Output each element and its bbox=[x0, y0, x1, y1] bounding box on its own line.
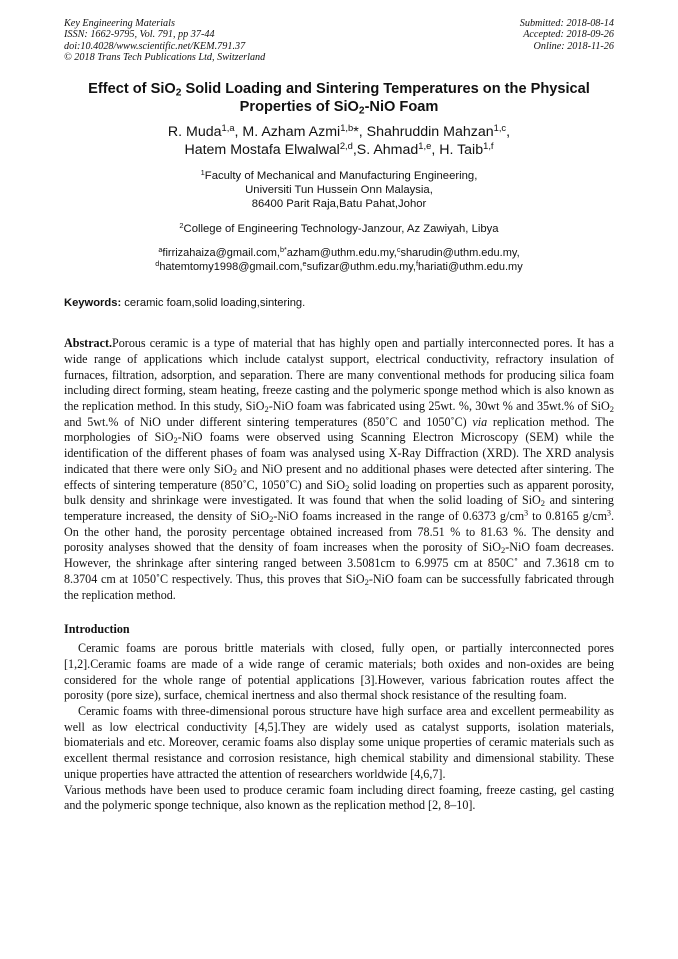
intro-paragraph-3: Various methods have been used to produce ceramic foam including direct foaming, freeze casting, gel casting and the polymeric sponge technique, also known as the replication method [2, 8–10]. bbox=[64, 782, 614, 813]
email-b: azham@uthm.edu.my, bbox=[286, 247, 397, 260]
accepted-date: Accepted: 2018-09-26 bbox=[523, 29, 614, 41]
abstract-label: Abstract. bbox=[64, 336, 113, 351]
journal-issn: ISSN: 1662-9795, Vol. 791, pp 37-44 bbox=[64, 29, 215, 41]
journal-info bbox=[64, 18, 265, 64]
email-f: hariati@uthm.edu.my bbox=[418, 261, 523, 274]
intro-paragraph-2: Ceramic foams with three-dimensional porous structure have high surface area and excellent permeability as well as low electrical conductivity [4,5].They are widely used as catalyst supports, isolation materials, biomaterials and etc. Moreover, ceramic foams also display some unique properties of ceramic materials such as excellent thermal resistance and corrosion resistance, high chemical stability and dimensional stability. These unique properties have attracted the attention of researchers worldwide [4,6,7]. bbox=[64, 704, 614, 781]
keywords-text: ceramic foam,solid loading,sintering. bbox=[121, 297, 306, 310]
submission-dates bbox=[520, 18, 614, 64]
author-list: R. Muda$^{1,a}$, M. Azham Azmi$^{1,b}$*, Shahruddin Mahzan$^{1,c}$, Hatem Mostafa Elwalwal$^{2,d}$,S. Ahmad$^{1,e}$, H. Taib$^{1,f}$ bbox=[167, 122, 511, 158]
email-a: firrizahaiza@gmail.com, bbox=[162, 247, 280, 260]
affiliation-1: $^1$Faculty of Mechanical and Manufacturing Engineering, Universiti Tun Hussein Onn Malaysia, 86400 Parit Raja,Batu Pahat,Johor bbox=[200, 167, 478, 211]
online-date: Online: 2018-11-26 bbox=[533, 40, 614, 52]
journal-header bbox=[64, 18, 614, 64]
section-heading-introduction: Introduction bbox=[64, 622, 130, 637]
email-c: sharudin@uthm.edu.my, bbox=[400, 247, 520, 260]
author-emails: $^a$firrizahaiza@gmail.com,$^{b*}$azham@uthm.edu.my,$^c$sharudin@uthm.edu.my, $^d$hatemtomy1998@gmail.com,$^e$sufizar@uthm.edu.my,$^f$hariati@uthm.edu.my bbox=[155, 245, 523, 274]
journal-doi: doi:10.4028/www.scientific.net/KEM.791.37 bbox=[64, 40, 246, 52]
affiliation-2: $^2$College of Engineering Technology-Janzour, Az Zawiyah, Libya bbox=[179, 220, 499, 235]
keywords-label: Keywords: bbox=[64, 297, 122, 310]
email-d: hatemtomy1998@gmail.com, bbox=[159, 261, 303, 274]
journal-copyright: © 2018 Trans Tech Publications Ltd, Switzerland bbox=[64, 52, 266, 64]
keywords bbox=[64, 296, 614, 310]
submitted-date: Submitted: 2018-08-14 bbox=[519, 18, 614, 29]
email-e: sufizar@uthm.edu.my, bbox=[306, 261, 416, 274]
intro-paragraph-1: Ceramic foams are porous brittle materials with closed, fully open, or partially interconnected pores [1,2].Ceramic foams are made of a wide range of ceramic materials; both oxides and non-oxides are being considered for the whole range of potential applications [3].However, various fabrication routes affect the porosity (pore size), surface, chemical inertness and also thermal shock resistance of the resulting foam. bbox=[64, 641, 614, 703]
abstract: Abstract.Porous ceramic is a type of material that has highly open and partially interconnected pores. It has a wide range of applications which include catalyst support, electrical conductivity, refractory insulation of furnaces, filtration, adsorption, and separation. There are many conventional methods for producing silica foam including direct forming, steam heating, freeze casting and the polymeric sponge method which is also known as the replication method. In this study, SiO$_2$-NiO foam was fabricated using 25wt. %, 30wt % and 35wt.% of SiO$_2$ and 5wt.% of NiO under different sintering temperatures (850˚C and 1050˚C) via replication method. The morphologies of SiO$_2$-NiO foams were observed using Scanning Electron Microscopy (SEM) while the identification of the different phases of foam was analysed using X-Ray Diffraction (XRD). The XRD analysis indicated that there were only SiO$_2$ and NiO present and no additional phases were detected after sintering. The effects of sintering temperature (850˚C, 1050˚C) and SiO$_2$ solid loading on properties such as apparent porosity, bulk density and shrinkage were investigated. It was found that when the solid loading of SiO$_2$ and sintering temperature increased, the density of SiO$_2$-NiO foams increased in the range of 0.6373 $g/cm^3$ to 0.8165 $g/cm^3$. On the other hand, the porosity percentage obtained increased from 78.51 % to 81.63 %. The density and porosity analyses showed that the density of foam increases when the porosity of SiO$_2$-NiO foam decreases. However, the shrinkage after sintering ranged between 3.5081cm to 6.9975 cm at 850C˚ and 7.3618 cm to 8.3704 cm at 1050˚C respectively. Thus, this proves that SiO$_2$-NiO foam can be successfully fabricated through the replication method. bbox=[64, 336, 615, 602]
paper-title: Effect of SiO$_2$ Solid Loading and Sintering Temperatures on the Physical Properties of SiO$_2$-NiO Foam bbox=[88, 80, 590, 117]
journal-name: Key Engineering Materials bbox=[64, 18, 175, 29]
